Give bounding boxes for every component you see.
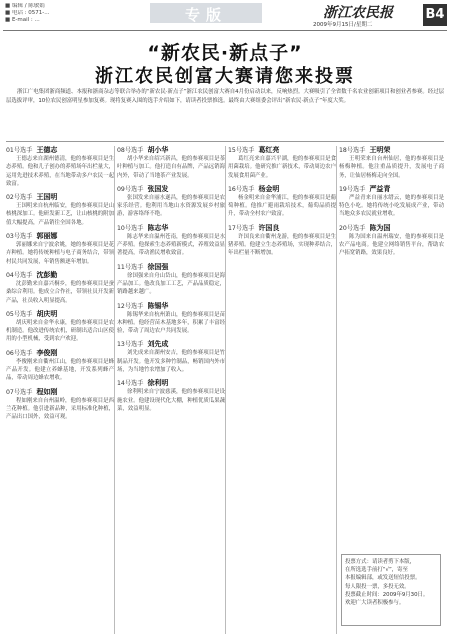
contestant-number: 05号选手	[6, 310, 33, 318]
contestant-number: 18号选手	[339, 147, 366, 154]
contestant-description: 葛红亮来自嘉兴平湖，他的参赛项目是食用菌栽培。他研究推广新技术，带动周边农户发展食用菌产业。	[228, 156, 336, 179]
contestant-name: 郭丽娜	[36, 232, 58, 241]
intro-divider	[6, 141, 444, 142]
intro-paragraph: 浙江广电集团浙商频道、本报和浙商杂志等联合举办的“新农民·新点子”浙江农民创富大赛自4月份启动以来，反响热烈。大赛吸引了全省数千名农业创新项目和创业者参赛。经过层层选拔评审，10位农民创富明星参加复赛。现将复赛入围的选手介绍如下，请读者投票推选。最终由大赛组委会评出“新农民·新点子”年度大奖。	[6, 89, 444, 104]
contestant-name: 王明荣	[369, 146, 391, 154]
contestant-number: 11号选手	[117, 263, 144, 271]
contestant-number: 12号选手	[117, 302, 144, 310]
contestant-entry	[117, 263, 225, 297]
issue-date: 2009年9月15日/星期二	[313, 22, 373, 28]
contestant-entry	[6, 146, 114, 188]
contestant-description: 胡庆明来自金华永康，他的参赛项目是农机制造。他改进传统农机，研制出适合山区使用的小型机械，受到农户欢迎。	[6, 319, 114, 343]
contestant-number: 01号选手	[6, 147, 33, 154]
contestant-description: 李俊刚来自衢州江山，他的参赛项目是蜂产品开发。他建立养蜂基地，开发系列蜂产品，带动周边蜂农增收。	[6, 358, 114, 382]
section-label: 专版	[184, 6, 227, 24]
contestant-number: 07号选手	[6, 388, 33, 396]
contestant-entry	[228, 185, 336, 219]
article-column-3	[228, 146, 336, 263]
contestant-number: 06号选手	[6, 349, 33, 357]
contestant-description: 陈锡华来自杭州萧山，他的参赛项目是苗木种植。他经营苗木基地多年，积累了丰富经验，带动了周边农户共同发展。	[117, 311, 225, 335]
contestant-number: 09号选手	[117, 185, 144, 193]
contestant-entry	[339, 185, 444, 219]
contestant-description: 徐国强来自舟山岱山，他的参赛项目是海产品加工。他改良加工工艺，产品品质稳定，销路越来越广。	[117, 272, 225, 296]
headline-line-1: “新农民·新点子”	[147, 42, 303, 64]
contestant-number: 20号选手	[339, 224, 366, 232]
contestant-number: 17号选手	[228, 224, 255, 232]
contestant-number: 02号选手	[6, 194, 33, 202]
contestant-name: 杨金明	[258, 184, 280, 193]
contestant-number: 08号选手	[117, 147, 144, 154]
newspaper-logo: 浙江农民报	[323, 5, 393, 21]
column-divider	[225, 146, 226, 634]
contestant-name: 许国良	[258, 223, 280, 232]
contestant-entry	[6, 271, 114, 305]
editor-info	[5, 3, 85, 24]
contestant-description: 王德志来自湖州德清，他的参赛项目是生态养殖。他和儿子创办的养殖场年出栏量大，运用先进技术养殖，在当地带动多户农民一起致富。	[6, 156, 114, 187]
contestant-description: 杨金明来自金华浦江，他的参赛项目是葡萄种植。他推广避雨栽培技术，葡萄品质提升，带动全村农户致富。	[228, 194, 336, 218]
column-divider	[336, 146, 337, 634]
article-column-1	[6, 146, 114, 427]
contestant-entry	[6, 349, 114, 383]
contestant-name: 李俊刚	[36, 348, 58, 357]
contestant-entry	[117, 224, 225, 258]
contestant-name: 陈志华	[147, 223, 169, 232]
contestant-description: 程如刚来自台州温岭，他的参赛项目是西兰花种植。他引进新品种，采用标准化种植，产品出口国外，效益可观。	[6, 397, 114, 421]
contestant-name: 胡小华	[147, 146, 169, 154]
contestant-entry	[6, 310, 114, 344]
contestant-description: 陈为国来自温州瑞安，他的参赛项目是农产品电商。他建立网络销售平台，帮助农户拓宽销路，效果良好。	[339, 233, 444, 257]
contestant-name: 王德志	[36, 146, 58, 154]
contestant-description: 胡小华来自绍兴新昌，他的参赛项目是茶叶种植与加工。他打造自有品牌，产品远销海内外，带动了当地茶产业发展。	[117, 156, 225, 179]
contestant-entry	[6, 193, 114, 227]
contestant-name: 陈为国	[369, 223, 391, 232]
note-line: 本报编辑部，或发送短信投票。	[345, 575, 421, 582]
contestant-entry	[339, 146, 444, 180]
contestant-entry	[117, 302, 225, 336]
phone-line: ■ 电话 : 0571-...	[5, 10, 50, 16]
article-column-4	[339, 146, 444, 263]
contestant-description: 沈彭勤来自嘉兴桐乡，他的参赛项目是蚕桑综合利用。他成立合作社，带领社员开发新产品，社员收入明显提高。	[6, 280, 114, 304]
contestant-name: 胡庆明	[36, 309, 58, 318]
page-header	[0, 0, 450, 30]
contestant-entry	[228, 224, 336, 258]
editor-line: ■ 编辑 / 陈敏娟	[5, 3, 45, 9]
page-number: B4	[423, 4, 447, 26]
note-line: 每人限投一票，多投无效。	[345, 583, 410, 590]
contestant-entry	[6, 388, 114, 422]
contestant-name: 程如刚	[36, 387, 58, 396]
email-line: ■ E-mail : ...	[5, 17, 40, 23]
contestant-description: 许国良来自衢州龙游，他的参赛项目是生猪养殖。他建立生态养殖场，实现种养结合，年出栏量不断增加。	[228, 233, 336, 257]
contestant-number: 15号选手	[228, 147, 255, 154]
contestant-description: 王国明来自杭州临安，他的参赛项目是山核桃深加工。他研发新工艺，让山核桃的附加值大幅提高，产品销往全国各地。	[6, 203, 114, 226]
contestant-name: 沈彭勤	[36, 270, 58, 279]
contestant-entry	[117, 185, 225, 219]
section-banner	[150, 3, 262, 23]
contestant-description: 陈志华来自温州苍南，他的参赛项目是水产养殖。他探索生态养殖新模式，养殖效益显著提高，带动渔民增收致富。	[117, 233, 225, 257]
contestant-number: 13号选手	[117, 341, 144, 349]
contestant-description: 严益青来自丽水缙云，她的参赛项目是特色小吃。她将传统小吃发展成产业，带动当地众多农民就业增收。	[339, 194, 444, 218]
contestant-number: 10号选手	[117, 224, 144, 232]
contestant-entry	[228, 146, 336, 180]
contestant-number: 16号选手	[228, 185, 255, 193]
contestant-name: 严益青	[369, 184, 391, 193]
contestant-description: 郭丽娜来自宁波余姚，她的参赛项目是花卉种植。她将传统种植与电子商务结合，带领村民共同发展，年销售额逐年增加。	[6, 242, 114, 265]
contestant-name: 葛红亮	[258, 146, 280, 154]
note-line: 投票方式：请读者剪下本版，	[345, 559, 416, 565]
contestant-entry	[117, 379, 225, 413]
contestant-number: 03号选手	[6, 233, 33, 241]
headline-line-2: 浙江农民创富大赛请您来投票	[95, 66, 355, 87]
contestant-number: 14号选手	[117, 380, 144, 388]
contestant-description: 王明荣来自台州仙居，他的参赛项目是杨梅种植。他注重品质提升，发展电子商务，让仙居杨梅走向全国。	[339, 156, 444, 179]
contestant-entry	[339, 224, 444, 258]
note-line: 投票截止时间：2009年9月30日。	[345, 591, 429, 598]
contestant-name: 刘先成	[147, 340, 169, 349]
contestant-name: 王国明	[36, 193, 58, 202]
voting-instructions-box	[341, 554, 441, 626]
contestant-description: 刘先成来自湖州安吉，他的参赛项目是竹制品开发。他开发多种竹制品，畅销国内外市场，为当地竹农增加了收入。	[117, 350, 225, 374]
contestant-name: 徐国强	[147, 262, 169, 271]
contestant-description: 张国发来自丽水遂昌，他的参赛项目是农家乐经营。他利用当地山水资源发展乡村旅游，游客络绎不绝。	[117, 194, 225, 218]
contestant-name: 徐利明	[147, 379, 169, 388]
contestant-name: 张国发	[147, 184, 169, 193]
contestant-entry	[6, 232, 114, 266]
contestant-name: 陈锡华	[147, 301, 169, 310]
header-divider	[3, 30, 447, 31]
contestant-number: 04号选手	[6, 271, 33, 279]
note-line: 在所选选手前打“√”，寄至	[345, 567, 408, 574]
contestant-number: 19号选手	[339, 185, 366, 193]
note-line: 欢迎广大读者积极参与。	[345, 600, 405, 607]
column-divider	[114, 146, 115, 634]
contestant-entry	[117, 340, 225, 374]
article-column-2	[117, 146, 225, 418]
contestant-entry	[117, 146, 225, 180]
contestant-description: 徐利明来自宁波慈溪，他的参赛项目是设施农业。他建设现代化大棚，种植优质瓜果蔬菜，效益明显。	[117, 389, 225, 412]
